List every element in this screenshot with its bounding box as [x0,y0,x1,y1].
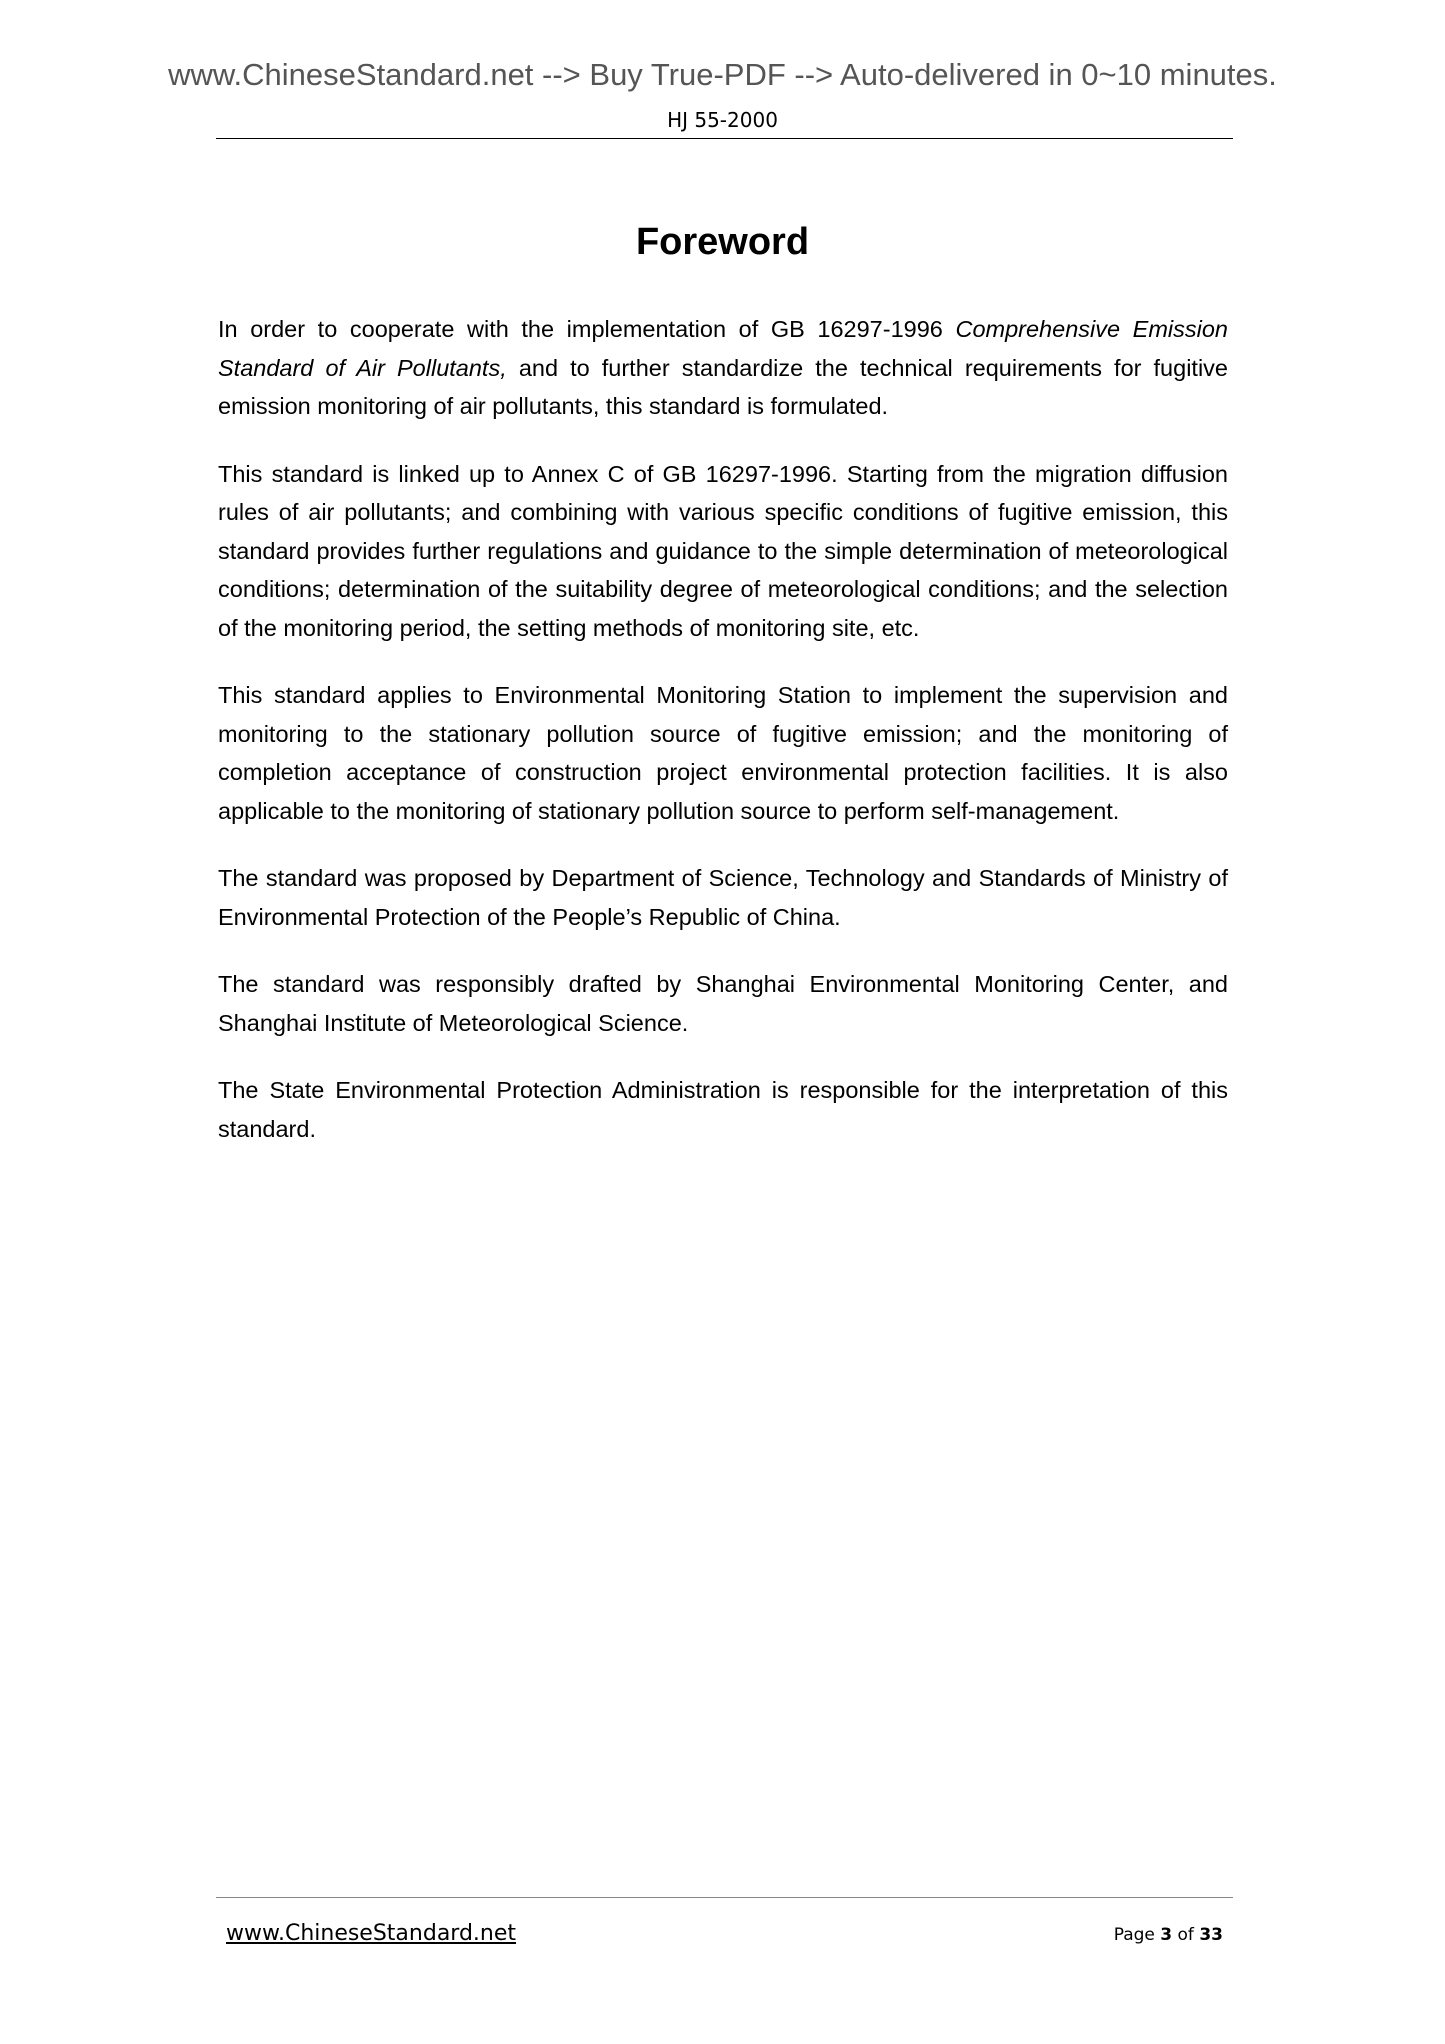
standard-title-italic: Comprehensive Emission Standard of Air Pollutants, [218,316,1228,381]
document-body [218,310,1228,1177]
page-number [1114,1923,1223,1947]
page-title: Foreword [635,221,810,263]
paragraph-purpose [218,310,1228,426]
paragraph-purpose-text: In order to cooperate with the implementation of GB 16297-1996 [218,316,956,342]
footer-website-link[interactable]: www.ChineseStandard.net [226,1921,517,1946]
page-current: 3 [1160,1925,1173,1945]
paragraph-applicability: This standard applies to Environmental Monitoring Station to implement the supervision and monitoring to the stationary pollution source of fugitive emission; and the monitoring of completion acceptance of construction project environmental protection facilities. It is also applicable to the monitoring of stationary pollution source to perform self-management. [218,682,1228,824]
paragraph-drafters: The standard was responsibly drafted by Shanghai Environmental Monitoring Center, and Shanghai Institute of Meteorological Science. [218,971,1228,1036]
header-banner: www.ChineseStandard.net --> Buy True-PDF --> Auto-delivered in 0~10 minutes. [168,57,1277,92]
paragraph-purpose-text-end: and to further standardize the technical requirements for fugitive emission monitoring of air pollutants, this standard is formulated. [218,354,1228,419]
page-of: of [1177,1925,1194,1945]
page-total: 33 [1199,1925,1223,1945]
paragraph-interpretation: The State Environmental Protection Administration is responsible for the interpretation of this standard. [218,1077,1228,1142]
document-code: HJ 55-2000 [667,108,778,132]
paragraph-scope-content: This standard is linked up to Annex C of GB 16297-1996. Starting from the migration diffusion rules of air pollutants; and combining with various specific conditions of fugitive emission, this standard provides further regulations and guidance to the simple determination of meteorological conditions; determination of the suitability degree of meteorological conditions; and the selection of the monitoring period, the setting methods of monitoring site, etc. [218,460,1228,641]
paragraph-proposer: The standard was proposed by Department of Science, Technology and Standards of Ministry of Environmental Protection of the People’s Republic of China. [218,865,1228,930]
page-word: Page [1113,1925,1155,1945]
footer-divider [216,1897,1233,1898]
header-divider [216,138,1233,139]
